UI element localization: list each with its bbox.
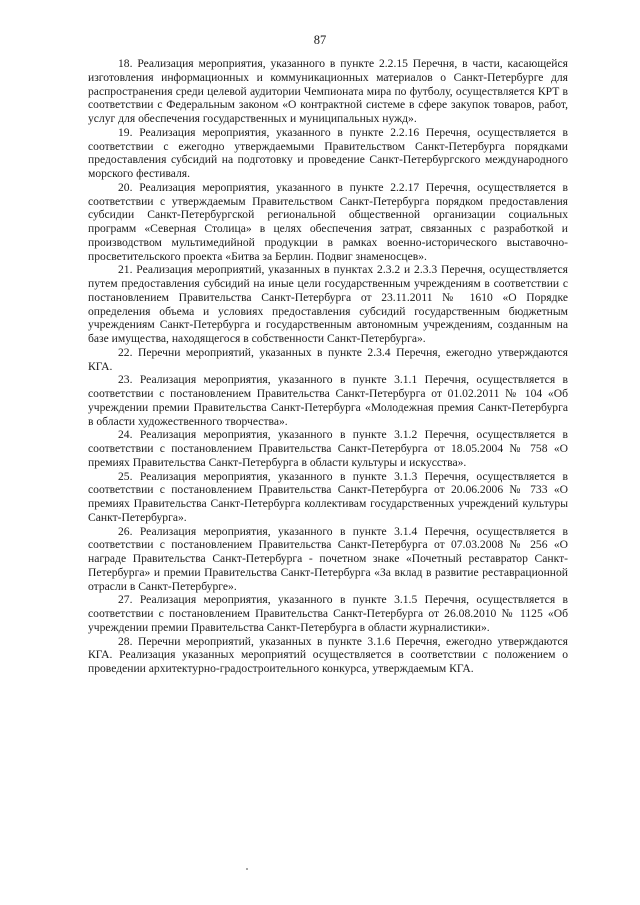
paragraph-23: 23. Реализация мероприятия, указанного в пункте 3.1.1 Перечня, осуществляется в соответствии с постановлением Правительства Санкт-Петербурга от 01.02.2011 № 104 «Об учреждении премии Правительства Санкт-Петербурга «Молодежная премия Санкт-Петербурга в области художественного творчества». (88, 373, 568, 428)
paragraph-24: 24. Реализация мероприятия, указанного в пункте 3.1.2 Перечня, осуществляется в соответствии с постановлением Правительства Санкт-Петербурга от 18.05.2004 № 758 «О премиях Правительства Санкт-Петербурга в области культуры и искусства». (88, 428, 568, 469)
paragraph-26: 26. Реализация мероприятия, указанного в пункте 3.1.4 Перечня, осуществляется в соответствии с постановлением Правительства Санкт-Петербурга от 07.03.2008 № 256 «О награде Правительства Санкт-Петербурга - почетном знаке «Почетный реставратор Санкт-Петербурга» и премии Правительства Санкт-Петербурга «За вклад в развитие реставрационной отрасли в Санкт-Петербурге». (88, 524, 568, 593)
paragraph-19: 19. Реализация мероприятия, указанного в пункте 2.2.16 Перечня, осуществляется в соответствии с ежегодно утверждаемыми Правительством Санкт-Петербурга порядками предоставления субсидий на подготовку и проведение Санкт-Петербургского международного морского фестиваля. (88, 125, 568, 180)
paragraph-21: 21. Реализация мероприятий, указанных в пунктах 2.3.2 и 2.3.3 Перечня, осуществляется путем предоставления субсидий на иные цели государственным учреждениям в соответствии с постановлением Правительства Санкт-Петербурга от 23.11.2011 № 1610 «О Порядке определения объема и условиях предоставления субсидий государственным бюджетным учреждениям Санкт-Петербурга и государственным автономным учреждениям, созданным на базе имущества, находящегося в собственности Санкт-Петербурга». (88, 263, 568, 345)
paragraph-27: 27. Реализация мероприятия, указанного в пункте 3.1.5 Перечня, осуществляется в соответствии с постановлением Правительства Санкт-Петербурга от 26.08.2010 № 1125 «Об учреждении премии Правительства Санкт-Петербурга в области журналистики». (88, 593, 568, 634)
document-body (88, 57, 568, 676)
scan-speck (246, 868, 248, 870)
paragraph-18: 18. Реализация мероприятия, указанного в пункте 2.2.15 Перечня, в части, касающейся изготовления информационных и коммуникационных материалов о Санкт-Петербурге для распространения среди целевой аудитории Чемпионата мира по футболу, осуществляется КРТ в соответствии с Федеральным законом «О контрактной системе в сфере закупок товаров, работ, услуг для обеспечения государственных и муниципальных нужд». (88, 57, 568, 125)
paragraph-28: 28. Перечни мероприятий, указанных в пункте 3.1.6 Перечня, ежегодно утверждаются КГА. Реализация указанных мероприятий осуществляется в соответствии с положением о проведении архитектурно-градостроительного конкурса, утверждаемым КГА. (88, 634, 568, 675)
paragraph-20: 20. Реализация мероприятия, указанного в пункте 2.2.17 Перечня, осуществляется в соответствии с утверждаемым Правительством Санкт-Петербурга порядком предоставления субсидии Санкт-Петербургской региональной общественной организации социальных программ «Северная Столица» в целях обеспечения затрат, связанных с разработкой и производством мультимедийной продукции в рамках военно-исторического выставочно-просветительского проекта «Битва за Берлин. Подвиг знаменосцев». (88, 180, 568, 263)
paragraph-22: 22. Перечни мероприятий, указанных в пункте 2.3.4 Перечня, ежегодно утверждаются КГА. (88, 345, 568, 373)
page-number: 87 (313, 33, 327, 47)
paragraph-25: 25. Реализация мероприятия, указанного в пункте 3.1.3 Перечня, осуществляется в соответствии с постановлением Правительства Санкт-Петербурга от 20.06.2006 № 733 «О премиях Правительства Санкт-Петербурга коллективам государственных учреждений культуры Санкт-Петербурга». (88, 469, 568, 524)
